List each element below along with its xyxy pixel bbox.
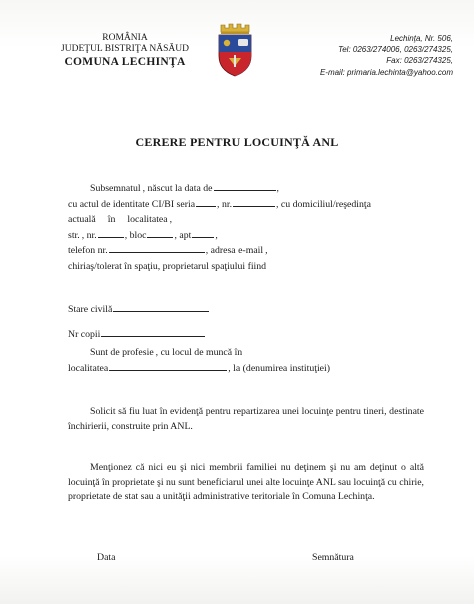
children-count-field[interactable] — [101, 327, 205, 337]
declaration-paragraph: Menţionez că nici eu şi nici membrii familiei nu deţinem şi nu am deţinut o altă locuinţă în proprietate şi nu sunt beneficiarul unei alte locuinţe ANL sau locuinţă cu chirie, proprietate de stat sau a unităţii administrative teritoriale în Comuna Lechinţa. — [68, 462, 424, 502]
phone-field[interactable] — [109, 243, 205, 253]
applicant-details — [68, 181, 424, 274]
request-paragraph: Solicit să fiu luat în evidenţă pentru repartizarea unei locuinţe pentru tineri, destinate închirierii, construite prin ANL. — [68, 406, 424, 432]
date-label: Data — [97, 552, 116, 563]
civil-status-block — [68, 302, 424, 342]
coat-of-arms-icon — [215, 22, 255, 78]
profession-block — [68, 345, 424, 376]
fax-line: Fax: 0263/274325, — [386, 56, 453, 66]
form-line-3: actuală în localitatea , — [68, 214, 173, 225]
id-series-field[interactable] — [196, 197, 216, 207]
email-line: E-mail: primaria.lechinta@yahoo.com — [319, 67, 453, 77]
civil-status-field[interactable] — [113, 302, 209, 312]
form-line-1: Subsemnatul , născut la data de , — [90, 183, 279, 194]
document-title: CERERE PENTRU LOCUINŢĂ ANL — [135, 135, 339, 149]
street-number-field[interactable] — [98, 228, 124, 238]
form-line-5: telefon nr. , adresa e-mail , — [68, 245, 268, 256]
workplace-line: localitatea , la (denumirea instituţiei) — [68, 362, 330, 374]
issuer-block — [40, 33, 210, 69]
form-line-6: chiriaş/tolerat în spaţiu, proprietarul spaţiului fiind — [68, 260, 267, 272]
form-line-4: str. , nr. , bloc , apt , — [68, 229, 218, 241]
signature-label: Semnătura — [312, 552, 354, 563]
address-line: Lechinţa, Nr. 506, — [390, 34, 453, 43]
profession-line: Sunt de profesie , cu locul de muncă în — [90, 347, 243, 358]
id-number-field[interactable] — [233, 197, 275, 207]
county-name: JUDEŢUL BISTRIŢA NĂSĂUD — [61, 44, 189, 54]
work-locality-field[interactable] — [109, 361, 227, 371]
birth-date-field[interactable] — [214, 181, 276, 191]
form-line-2: cu actul de identitate CI/BI seria , nr. , cu domiciliul/reşedinţa — [68, 198, 371, 210]
country-name: ROMÂNIA — [102, 33, 148, 43]
block-field[interactable] — [147, 228, 173, 238]
commune-name: COMUNA LECHINŢA — [64, 56, 186, 68]
apartment-field[interactable] — [192, 228, 214, 238]
contact-block — [268, 33, 453, 78]
children-line: Nr copii — [68, 327, 424, 343]
civil-status-line: Stare civilă — [68, 302, 424, 318]
phone-line: Tel: 0263/274006, 0263/274325, — [338, 45, 453, 55]
